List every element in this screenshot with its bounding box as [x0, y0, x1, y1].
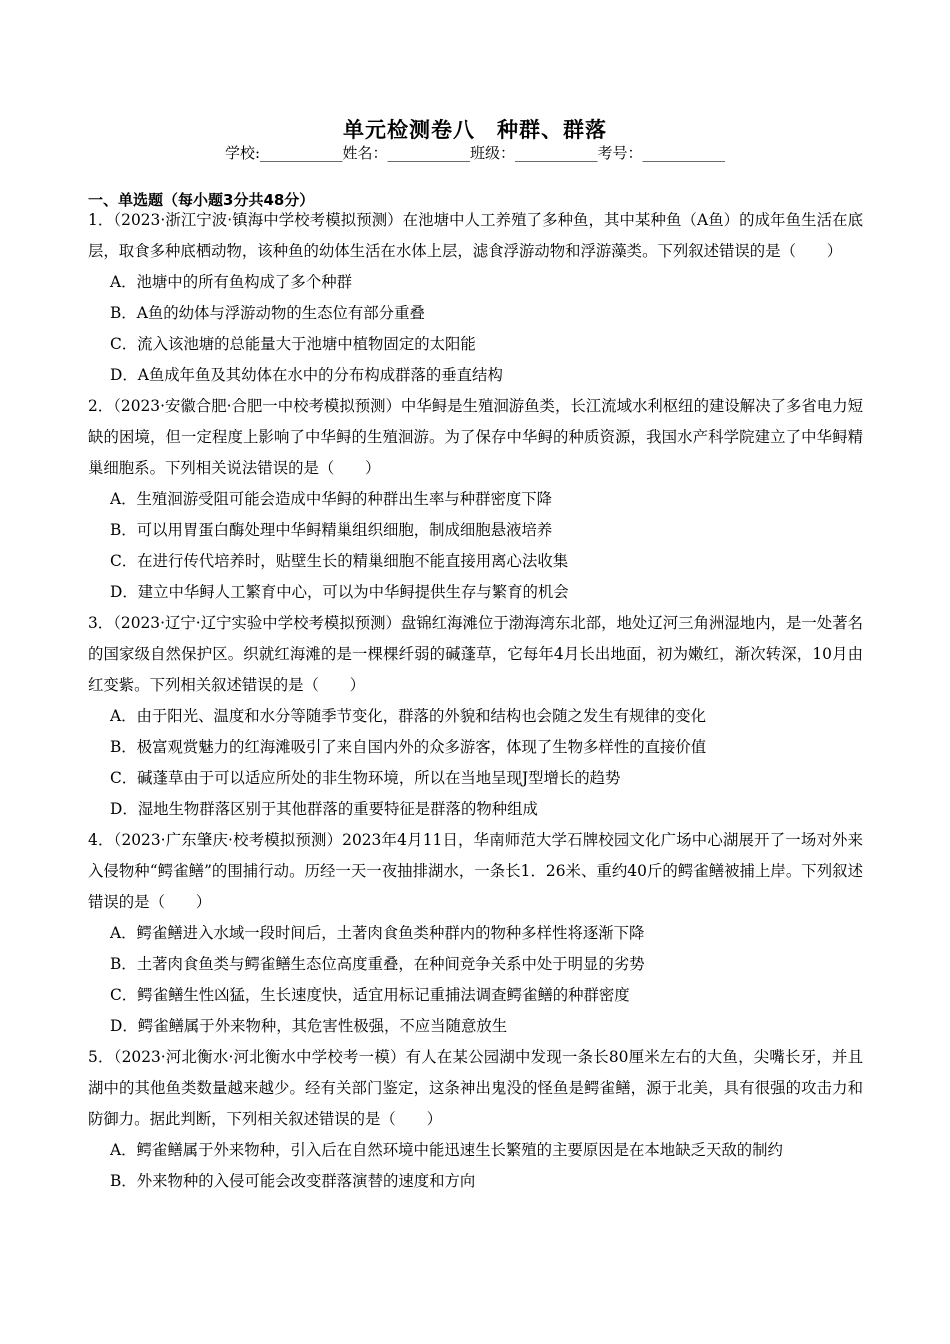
question-4 [88, 825, 863, 1042]
option-text: 鳄雀鳝进入水域一段时间后，土著肉食鱼类种群内的物种多样性将逐渐下降 [136, 924, 645, 942]
option-letter: C． [110, 335, 138, 353]
option-text: 土著肉食鱼类与鳄雀鳝生态位高度重叠，在种间竞争关系中处于明显的劣势 [136, 955, 645, 973]
option-text: A鱼成年鱼及其幼体在水中的分布构成群落的垂直结构 [137, 366, 503, 384]
option-c [88, 980, 863, 1011]
option-letter: B． [110, 738, 137, 756]
option-a [88, 267, 863, 298]
option-b [88, 515, 863, 546]
option-c [88, 329, 863, 360]
option-d [88, 1011, 863, 1042]
question-list [88, 205, 863, 1197]
option-list [88, 918, 863, 1042]
question-stem: 3．（2023·辽宁·辽宁实验中学校考模拟预测）盘锦红海滩位于渤海湾东北部，地处辽河三角洲湿地内，是一处著名的国家级自然保护区。织就红海滩的是一棵棵纤弱的碱蓬草，它每年4月长出地面，初为嫩红，渐次转深，10月由红变紫。下列相关叙述错误的是（ ） [88, 614, 863, 694]
option-list [88, 484, 863, 608]
option-letter: C． [110, 769, 138, 787]
option-c [88, 763, 863, 794]
option-letter: C． [110, 986, 138, 1004]
option-letter: A． [110, 490, 137, 508]
option-text: 可以用胃蛋白酶处理中华鲟精巢组织细胞，制成细胞悬液培养 [136, 521, 553, 539]
student-info-line: 学校:___________姓名：___________班级：___________考号：___________ [224, 144, 726, 162]
option-letter: A． [110, 707, 137, 725]
option-b [88, 298, 863, 329]
option-list [88, 1135, 863, 1197]
option-letter: C． [110, 552, 138, 570]
option-text: 鳄雀鳝属于外来物种，其危害性极强，不应当随意放生 [137, 1017, 508, 1035]
option-text: 外来物种的入侵可能会改变群落演替的速度和方向 [136, 1172, 476, 1190]
question-stem: 2．（2023·安徽合肥·合肥一中校考模拟预测）中华鲟是生殖洄游鱼类，长江流域水利枢纽的建设解决了多省电力短缺的困境，但一定程度上影响了中华鲟的生殖洄游。为了保存中华鲟的种质资源，我国水产科学院建立了中华鲟精巢细胞系。下列相关说法错误的是（ ） [88, 397, 863, 477]
option-b [88, 732, 863, 763]
option-text: 建立中华鲟人工繁育中心，可以为中华鲟提供生存与繁育的机会 [137, 583, 569, 601]
option-list [88, 701, 863, 825]
question-3 [88, 608, 863, 825]
option-letter: A． [110, 924, 137, 942]
option-text: 鳄雀鳝属于外来物种，引入后在自然环境中能迅速生长繁殖的主要原因是在本地缺乏天敌的制约 [136, 1141, 783, 1159]
option-b [88, 1166, 863, 1197]
option-text: 池塘中的所有鱼构成了多个种群 [136, 273, 352, 291]
option-text: 鳄雀鳝生性凶猛，生长速度快，适宜用标记重捕法调查鳄雀鳝的种群密度 [137, 986, 630, 1004]
option-text: 在进行传代培养时，贴壁生长的精巢细胞不能直接用离心法收集 [137, 552, 569, 570]
option-d [88, 577, 863, 608]
option-letter: B． [110, 304, 137, 322]
option-d [88, 794, 863, 825]
page-title: 单元检测卷八 种群、群落 [343, 118, 607, 142]
option-letter: D． [110, 583, 138, 601]
option-d [88, 360, 863, 391]
option-letter: D． [110, 800, 138, 818]
option-letter: D． [110, 366, 138, 384]
option-a [88, 918, 863, 949]
option-list [88, 267, 863, 391]
option-letter: B． [110, 955, 137, 973]
question-stem: 4．（2023·广东肇庆·校考模拟预测）2023年4月11日，华南师范大学石牌校园文化广场中心湖展开了一场对外来入侵物种“鳄雀鳝”的围捕行动。历经一天一夜抽排湖水，一条长1．26米、重约40斤的鳄雀鳝被捕上岸。下列叙述错误的是（ ） [88, 831, 863, 911]
question-1 [88, 205, 863, 391]
option-a [88, 701, 863, 732]
option-letter: D． [110, 1017, 138, 1035]
option-text: 极富观赏魅力的红海滩吸引了来自国内外的众多游客，体现了生物多样性的直接价值 [136, 738, 707, 756]
option-text: 湿地生物群落区别于其他群落的重要特征是群落的物种组成 [137, 800, 538, 818]
question-2 [88, 391, 863, 608]
question-stem: 1．（2023·浙江宁波·镇海中学校考模拟预测）在池塘中人工养殖了多种鱼，其中某种鱼（A鱼）的成年鱼生活在底层，取食多种底栖动物，该种鱼的幼体生活在水体上层，滤食浮游动物和浮游藻类。下列叙述错误的是（ ） [88, 211, 863, 260]
option-letter: B． [110, 1172, 137, 1190]
option-letter: A． [110, 1141, 137, 1159]
option-text: A鱼的幼体与浮游动物的生态位有部分重叠 [136, 304, 425, 322]
option-text: 流入该池塘的总能量大于池塘中植物固定的太阳能 [137, 335, 476, 353]
option-a [88, 484, 863, 515]
option-b [88, 949, 863, 980]
option-text: 生殖洄游受阻可能会造成中华鲟的种群出生率与种群密度下降 [136, 490, 553, 508]
option-letter: B． [110, 521, 137, 539]
option-text: 碱蓬草由于可以适应所处的非生物环境，所以在当地呈现J型增长的趋势 [137, 769, 621, 787]
question-stem: 5．（2023·河北衡水·河北衡水中学校考一模）有人在某公园湖中发现一条长80厘米左右的大鱼，尖嘴长牙，并且湖中的其他鱼类数量越来越少。经有关部门鉴定，这条神出鬼没的怪鱼是鳄雀鳝，源于北美，具有很强的攻击力和防御力。据此判断，下列相关叙述错误的是（ ） [88, 1048, 863, 1128]
section-heading: 一、单选题（每小题3分共48分） [88, 191, 315, 209]
option-letter: A． [110, 273, 137, 291]
question-5 [88, 1042, 863, 1197]
option-text: 由于阳光、温度和水分等随季节变化，群落的外貌和结构也会随之发生有规律的变化 [136, 707, 706, 725]
option-a [88, 1135, 863, 1166]
option-c [88, 546, 863, 577]
